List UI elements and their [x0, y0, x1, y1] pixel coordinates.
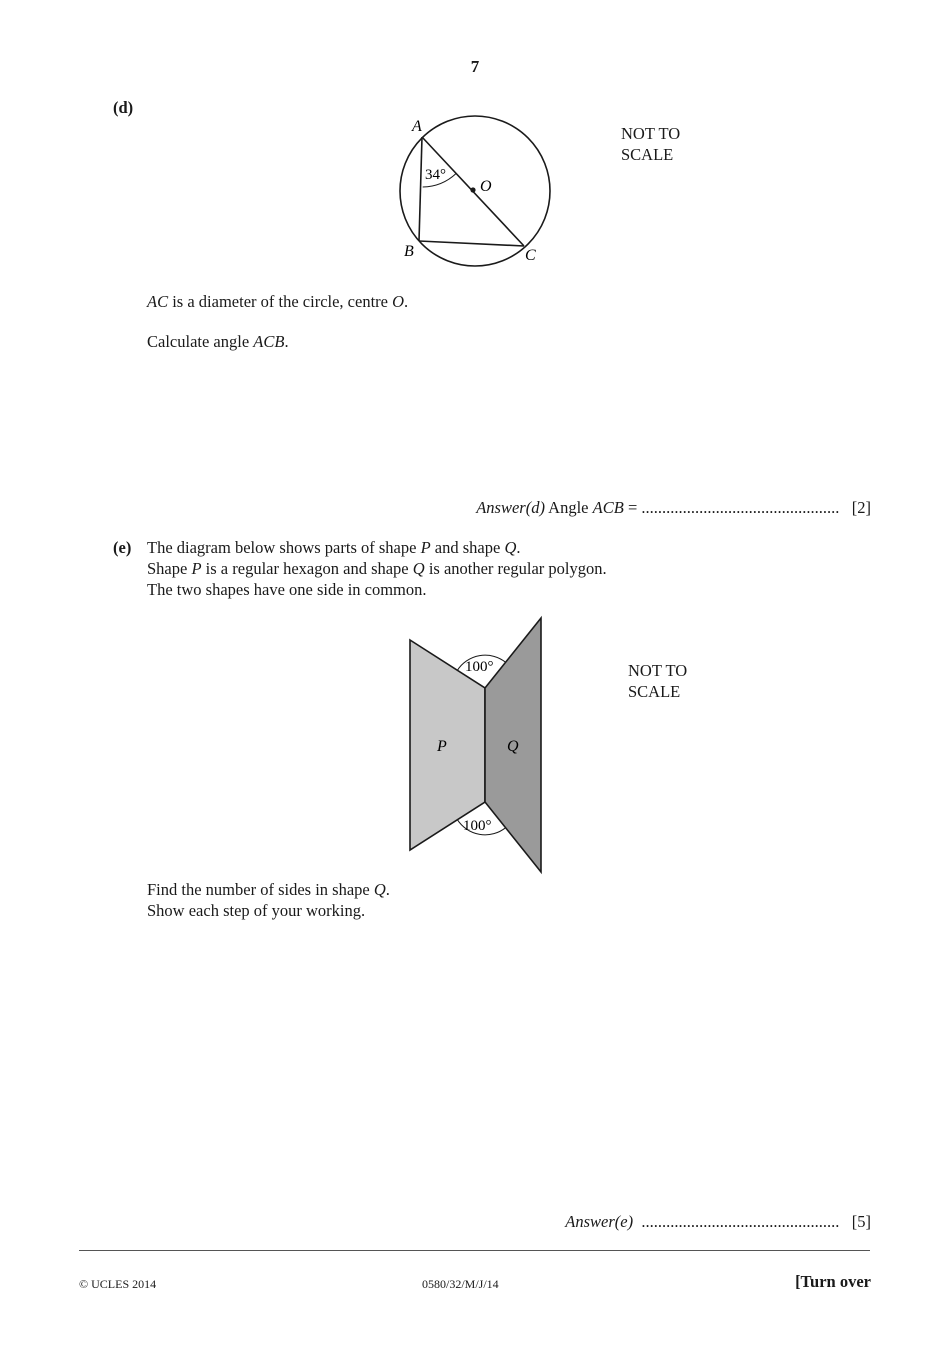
label-c: C	[525, 247, 536, 264]
part-e-line3: The two shapes have one side in common.	[147, 580, 427, 599]
footer-rule	[79, 1250, 870, 1251]
label-b: B	[404, 243, 414, 260]
polygon-diagram	[400, 610, 550, 880]
answer-e-line: Answer(e) ................................................ [5]	[565, 1212, 871, 1231]
not-to-scale-d-line1: NOT TO	[621, 124, 681, 143]
part-d-statement: AC is a diameter of the circle, centre O.	[147, 292, 409, 311]
part-d-instruction: Calculate angle ACB.	[147, 332, 289, 351]
chord-bc	[419, 241, 524, 246]
part-e-line1: The diagram below shows parts of shape P and shape Q.	[147, 538, 521, 557]
part-d-label: (d)	[113, 98, 134, 117]
part-e-instruction2: Show each step of your working.	[147, 901, 366, 920]
answer-d-line: Answer(d) Angle ACB = ................................................ [2]	[476, 498, 871, 517]
angle-label-34: 34°	[425, 167, 446, 183]
part-e-instruction1: Find the number of sides in shape Q.	[147, 880, 390, 899]
not-to-scale-e-line1: NOT TO	[628, 661, 688, 680]
label-p: P	[437, 738, 447, 755]
part-e-label: (e)	[113, 538, 132, 557]
answer-d-field[interactable]: ................................................	[641, 498, 840, 517]
answer-e-field[interactable]: ................................................	[641, 1212, 840, 1231]
label-o: O	[480, 178, 492, 195]
label-a: A	[412, 118, 422, 135]
top-angle-label: 100°	[465, 659, 494, 675]
part-e-line2: Shape P is a regular hexagon and shape Q is another regular polygon.	[147, 559, 607, 578]
centre-point	[470, 187, 475, 192]
page-number: 7	[470, 57, 480, 76]
chord-ab	[419, 137, 422, 241]
marks-e: [5]	[851, 1212, 871, 1231]
not-to-scale-d-line2: SCALE	[621, 145, 674, 164]
turn-over-label: [Turn over	[795, 1272, 871, 1291]
footer-paper-code: 0580/32/M/J/14	[422, 1277, 499, 1291]
bottom-angle-label: 100°	[463, 818, 492, 834]
label-q: Q	[507, 738, 519, 755]
marks-d: [2]	[851, 498, 871, 517]
not-to-scale-e-line2: SCALE	[628, 682, 681, 701]
footer-copyright: © UCLES 2014	[79, 1277, 157, 1291]
circle-diagram	[390, 110, 565, 278]
